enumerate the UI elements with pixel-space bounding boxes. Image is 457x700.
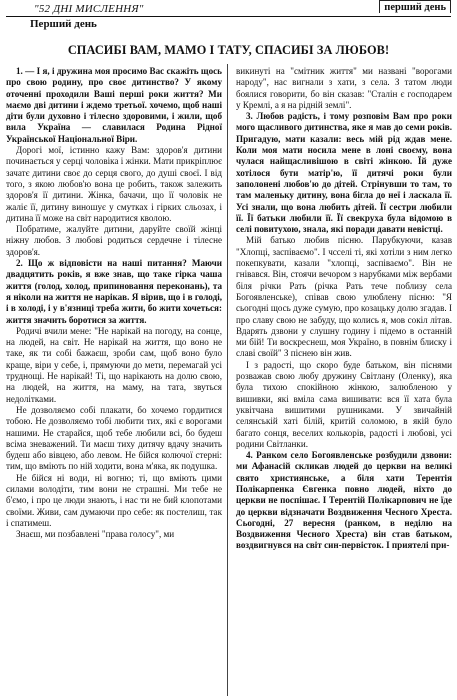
paragraph: Побратиме, жалуйте дитини, даруйте своїй жінці ніжну любов. З любові родиться сердечне і тілесне здоров'я. — [6, 224, 222, 257]
day-tab: перший день — [379, 0, 451, 13]
paragraph: викинуті на "смітник життя" ми названі "ворогами народу", нас вигнали з хати, з села. З татом люди боялися говорити, бо він сказав: "Сталін є господарем у Кремлі, а я на рідній землі". — [236, 66, 452, 110]
book-title: "52 ДНІ МИСЛЕННЯ" — [34, 3, 144, 15]
paragraph: І з радості, що скоро буде батьком, він піснями розважав свою любу дружину Світлану (Оленку), яка була тихою спокійною жінкою, залюбленою у вишивки, які вміла сама вишивати: вся її хата була уквітчана вишитими рушниками. У звичайній селянській хаті білій, критій соломою, в якій було багато сонця, веселих колькорів, радості і любові, усі родини Світланки. — [236, 359, 452, 449]
chapter-title: СПАСИБІ ВАМ, МАМО І ТАТУ, СПАСИБІ ЗА ЛЮБОВ! — [67, 43, 390, 57]
paragraph: Не дозволяємо собі плакати, бо хочемо гордитися тобою. Не дозволяємо тобі любити тих, які є ворогами нашими. Не старайся, щоб тебе любили всі, бо будеш всіма зневажений. Ти маєш тиху дитячу вдачу значить будеш або вівцею, або левом. Не бійся колючої стерні: тим, що вміють по ній ходити, вона м'яка, як подушка. — [6, 404, 222, 472]
header-rule — [6, 16, 451, 17]
running-header — [6, 0, 451, 17]
paragraph: Родичі вчили мене: "Не нарікай на погоду, на сонце, на людей, на світ. Не нарікай на життя, що воно не таке, як ти собі бажаєш, зроби сам, щоб воно було краще, віри у себе, і, прямуючи до мети, перемагай усі труднощі. Не нарікай! Ті, що нарікають на долю свою, на людей, на життя, на маму, на тата, звуться недолітками. — [6, 325, 222, 404]
day-title: Перший день — [30, 18, 97, 30]
paragraph: 1. — І я, і дружина моя просимо Вас скажіть щось про свою родину, про своє дитинство? У якому оточенні проходили Ваші перші роки життя? Ми маємо дві дитини і ждемо третьої. хочемо, щоб наші діти були духовно і тілесно здоровими, і жили, щоб вила Україна — славилася Родина Рідної Української Національної Віри. — [6, 66, 222, 144]
paragraph: 4. Ранком село Богоявленське розбудили дзвони: ми Афанасій скликав людей до церкви на великі свято християнське, а біля хати Терентія Полікарпенка Євгенка повно людей, ніхто до церкви не поспішає. І Терентій Полікарпович не їде до церкви відзначати Воздвиження Чесного Хреста. Сьогодні, 27 вересня (ранком, в неділю на Воздвиження Чесного Хреста) він став батьком, воздвигнувся на світ син-первісток. І приятелі при- — [236, 450, 452, 551]
column-divider — [227, 64, 228, 696]
paragraph: 2. Що ж відповісти на наші питання? Маючи двадцятить років, я вже знав, що таке гірка чаша життя (голод, холод, припиновання переконань), та я ніколи на життя не нарікав. Я вірив, що і в голоді, і в холоді, і у в'язниці треба жити, бо жити хочеться: життя значить боротися за життя. — [6, 258, 222, 325]
paragraph: Не бійся ні води, ні вогню; ті, що вміють цими силами володіти, тим вони не страшні. Ми тебе не б'ємо, і про це люди знають, і нас ти не бий клопотами своїми. Живи, сам думаючи про себе: як постелиш, так і спатимеш. — [6, 472, 222, 528]
paragraph: 3. Любов радість, і тому розповім Вам про роки мого щасливого дитинства, яке я мав до семи років. Пригадую, мати казали: весь мій рід ждав мене. Коли моя мати носила мене в лоні своєму, вона чулася найщасливішою в світі жінкою. Їй дуже хотілося бути матір'ю, її дитячі роки були заполонені любов'ю до дітей. Стрінувши то там, то там маленьку дитину, вона бігла до неї і ласкала її. Усі знали, що вона любить дітей. Її сестри любили її. Її батьки любили її. Її свекруха була відомою в селі повитухою, знала, які поради давати невістці. — [236, 111, 452, 235]
paragraph: Мій батько любив пісню. Парубкуючи, казав "Хлопці, заспіваємо". І чсселі ті, які хотіли з ним легко покепкувати, казали "хлопці, заспіваємо". Він не гнівався. Він, стоячи вечором з нарубками між вербами біля річки Рать (річка Рать тече поблизу села Богоявленське), співав свою улюблену пісню: "Я сьогодні щось дуже сумую, про козацьку долю згадав. І про славу свою не забуду, що колись я, мов сокіл літав. Вдарять дзвони у слушну годину і підемо в останній ми бій! Ти воскреснеш, моя Україно, в повнім блиску і славі своїй" З піснею він жив. — [236, 235, 452, 359]
right-column — [236, 66, 452, 552]
paragraph: Дорогі мої, істинно кажу Вам: здоров'я дитини починається у серці чоловіка і жінки. Мати прикріплює зачатє дитини своє до серця свого, до душі своєї. І від того, з якою любов'ю вона це робить, також залежить здоров'я її дитини. Жінка, бачачи, що її чоловік не жаліє її, дитину виношує у смутках і гірких сльозах, і дитина її може на світ народитися кволою. — [6, 145, 222, 223]
paragraph: Знаєш, ми позбавлені "права голосу", ми — [16, 529, 175, 540]
left-column — [6, 66, 222, 540]
